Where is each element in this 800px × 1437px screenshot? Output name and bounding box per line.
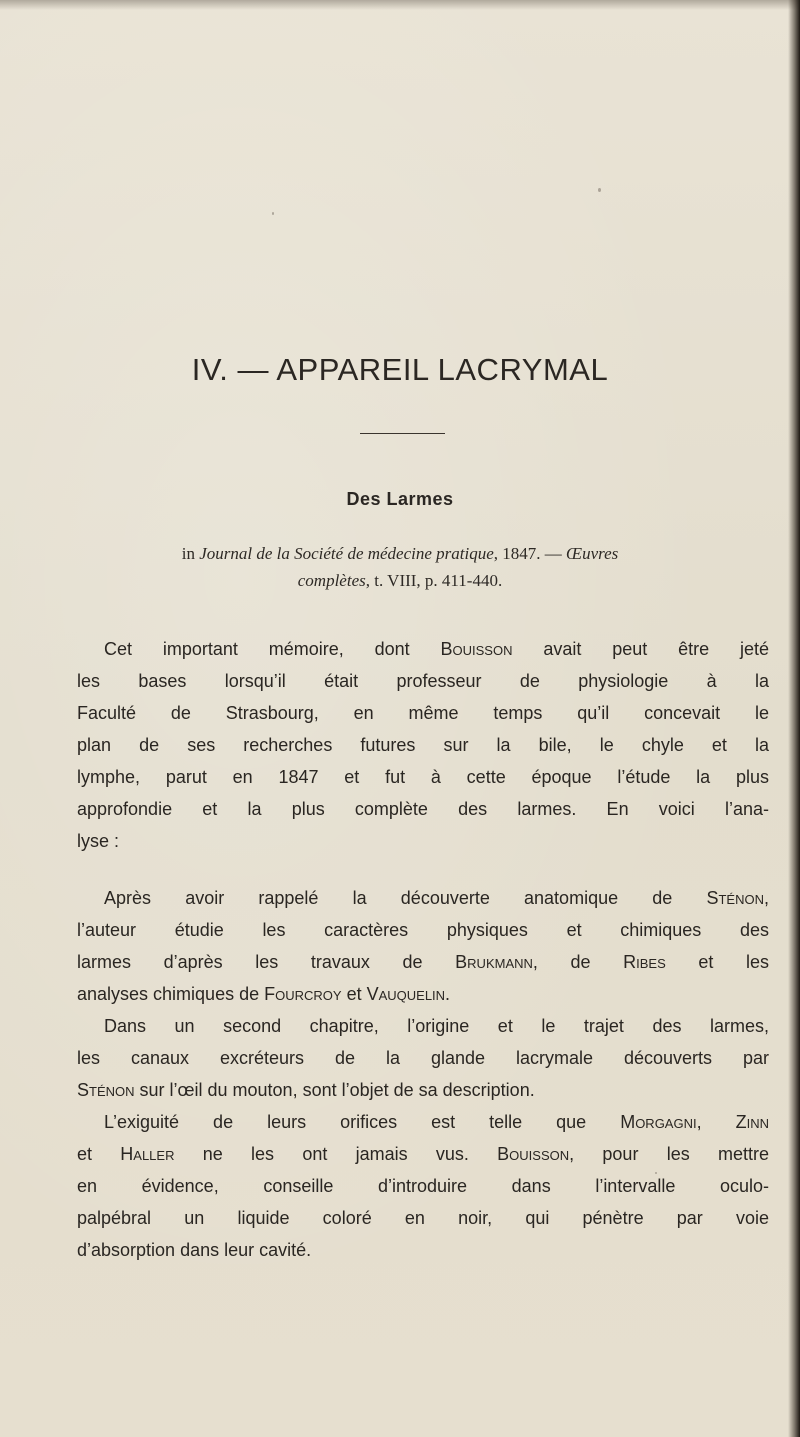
paragraph-orifices xyxy=(77,1106,769,1266)
article-title: Des Larmes xyxy=(346,489,454,509)
text-line: palpébral un liquide coloré en noir, qui pénètre par voie xyxy=(77,1208,769,1228)
text-line: Faculté de Strasbourg, en même temps qu’il concevait le xyxy=(77,703,769,723)
text-line: l’auteur étudie les caractères physiques et chimiques des xyxy=(77,920,769,940)
citation-line-2: complètes, t. VIII, p. 411-440. xyxy=(297,571,503,590)
text-line: en évidence, conseille d’introduire dans l’intervalle oculo- xyxy=(77,1176,769,1196)
paragraph-intro xyxy=(77,633,769,857)
text-line: Sténon sur l’œil du mouton, sont l’objet de sa description. xyxy=(77,1080,535,1100)
text-line: plan de ses recherches futures sur la bile, le chyle et la xyxy=(77,735,769,755)
heading-divider xyxy=(360,433,445,434)
citation-line-1: in Journal de la Société de médecine pratique, 1847. — Œuvres xyxy=(181,544,619,563)
text-line: approfondie et la plus complète des larmes. En voici l’ana- xyxy=(77,799,769,819)
journal-name: Journal de la Société de médecine pratique xyxy=(199,544,494,563)
paragraph-discovery xyxy=(77,882,769,1010)
text-line: d’absorption dans leur cavité. xyxy=(77,1240,312,1260)
text-line: les canaux excréteurs de la glande lacrymale découverts par xyxy=(77,1048,769,1068)
section-heading: IV. — APPAREIL LACRYMAL xyxy=(191,352,609,387)
paper-speck xyxy=(272,212,274,215)
works-label: Œuvres xyxy=(566,544,619,563)
text-line: analyses chimiques de Fourcroy et Vauquelin. xyxy=(77,984,451,1004)
text-line: les bases lorsqu’il était professeur de physiologie à la xyxy=(77,671,769,691)
paper-speck xyxy=(598,188,601,192)
paragraph-second-chapter xyxy=(77,1010,769,1106)
text-line: larmes d’après les travaux de Brukmann, de Ribes et les xyxy=(77,952,770,972)
text-line: L’exiguité de leurs orifices est telle que Morgagni, Zinn xyxy=(104,1112,769,1132)
article-citation xyxy=(0,540,800,594)
article-body xyxy=(77,633,769,1266)
text-line: Dans un second chapitre, l’origine et le trajet des larmes, xyxy=(104,1016,769,1036)
text-line: lymphe, parut en 1847 et fut à cette époque l’étude la plus xyxy=(77,767,769,787)
page-binding-edge xyxy=(788,0,800,1437)
page-top-shadow xyxy=(0,0,800,10)
text-line: Après avoir rappelé la découverte anatomique de Sténon, xyxy=(104,888,769,908)
text-line: lyse : xyxy=(77,831,120,851)
text-line: Cet important mémoire, dont Bouisson avait peut être jeté xyxy=(104,639,769,659)
text-line: et Haller ne les ont jamais vus. Bouisson, pour les mettre xyxy=(77,1144,769,1164)
